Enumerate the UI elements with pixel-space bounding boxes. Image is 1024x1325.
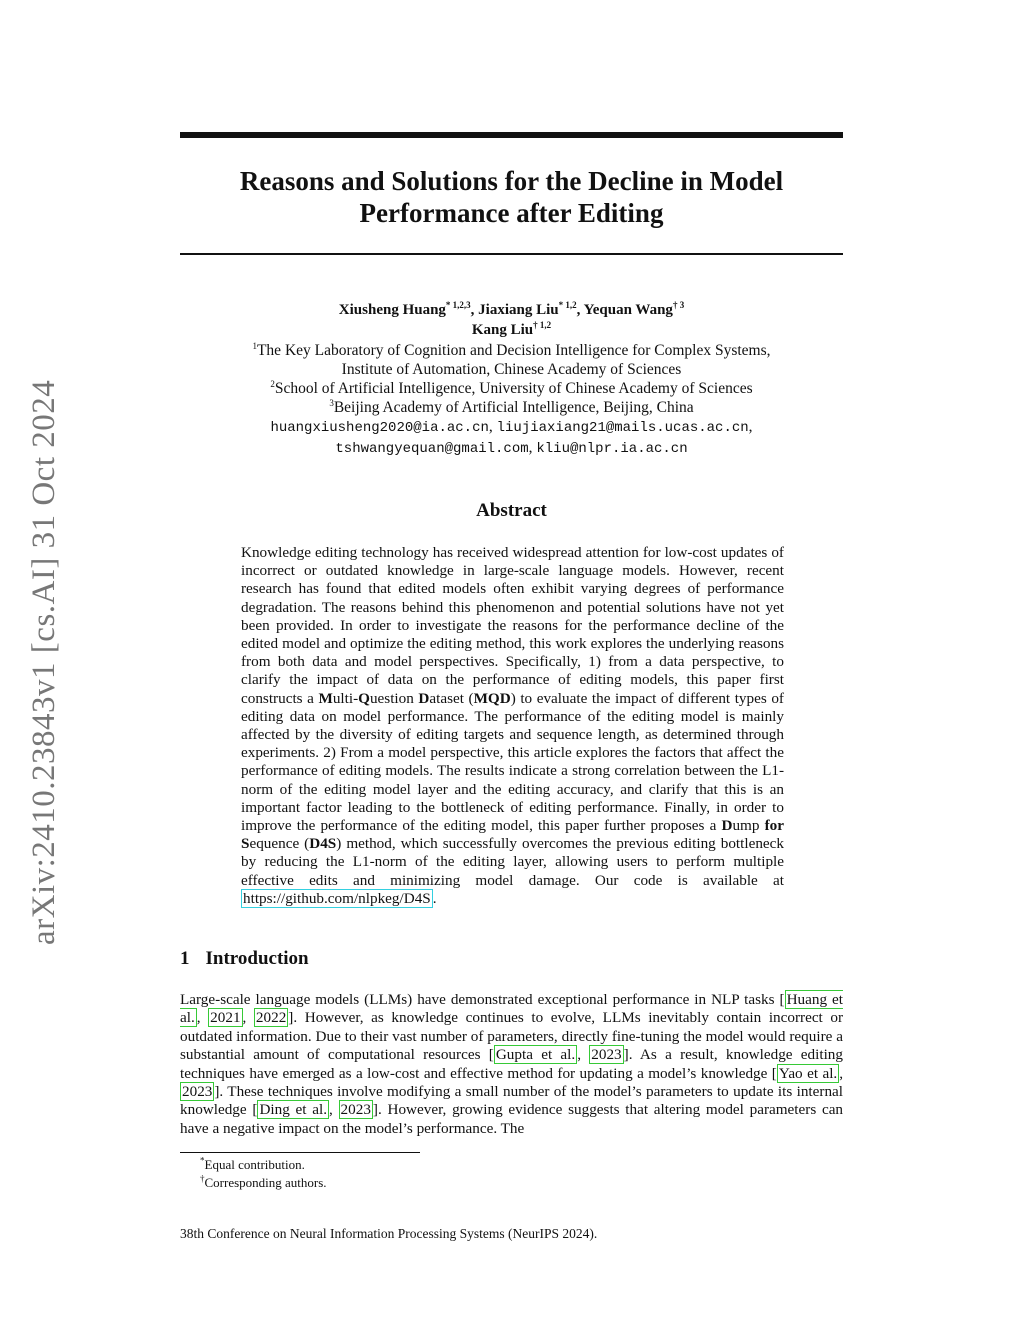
title-line-2: Performance after Editing [359, 198, 664, 228]
email[interactable]: liujiaxiang21@mails.ucas.ac.cn [496, 420, 749, 436]
affiliation-text: Beijing Academy of Artificial Intelligence, Beijing, China [333, 399, 694, 416]
citation-link[interactable]: 2021 [210, 1009, 241, 1027]
author-name: Xiusheng Huang [338, 302, 446, 318]
bold-letter: D [721, 817, 733, 835]
affiliation-text: School of Artificial Intelligence, University of Chinese Academy of Sciences [274, 380, 753, 397]
mqd-abbreviation: MQD [473, 689, 511, 707]
email-line-1 [180, 417, 843, 438]
abstract-text: ) [336, 835, 342, 853]
email[interactable]: huangxiusheng2020@ia.ac.cn [270, 420, 489, 436]
intro-text: , [839, 1064, 844, 1082]
arxiv-side-stamp: arXiv:2410.23843v1 [cs.AI] 31 Oct 2024 [26, 379, 62, 945]
intro-text: , [577, 1046, 590, 1064]
author-name: Kang Liu [471, 322, 534, 338]
footnote-rule [180, 1152, 420, 1153]
citation-link[interactable]: Huang et al. [180, 991, 843, 1027]
introduction-body [180, 991, 843, 1138]
bold-letter: M [318, 689, 333, 707]
abstract-text: Knowledge editing technology has received widespread attention for low-cost updates of incorrect or outdated knowledge in large-scale language models. However, recent research has found that edited models often exhibit varying degrees of performance degradation. The reasons behind this phenomenon and potential solutions have not yet been provided. In order to investigate the reasons for the performance decline of the edited model and optimize the editing method, this work explores the underlying reasons from both data and model perspectives. Specifically, 1) from a data perspective, to clarify the impact of data on the performance of editing models, this paper first constructs a [241, 544, 784, 707]
separator: , [748, 418, 753, 435]
abstract-text: uestion [369, 689, 419, 707]
email[interactable]: tshwangyequan@gmail.com [335, 441, 529, 457]
separator: , [488, 418, 497, 435]
title-line-1: Reasons and Solutions for the Decline in Model [239, 166, 784, 196]
intro-text: , [196, 1009, 209, 1027]
abstract-text: to evaluate the impact of different types of editing data on model performance. The performance of the editing model is mainly affected by the diversity of editing targets and sequence length, as determined through experiments. 2) From a model perspective, this article explores the factors that affect the performance of editing models. The results indicate a strong correlation between the L1-norm of the editing model layer and the editing accuracy, and clarify that this is an important factor leading to the bottleneck of editing performance. Finally, in order to improve the performance of the editing model, this paper further proposes a [241, 689, 784, 835]
paper-title [180, 165, 843, 229]
author-separator: , [576, 302, 584, 318]
affiliations [180, 341, 843, 459]
section-number: 1 [180, 948, 190, 969]
affiliation-text: The Key Laboratory of Cognition and Decision Intelligence for Complex Systems, [256, 342, 771, 359]
author-marks: † 3 [672, 300, 685, 310]
intro-text: Large-scale language models (LLMs) have demonstrated exceptional performance in NLP tasks [ [180, 991, 785, 1008]
citation-link[interactable]: 2023 [340, 1101, 371, 1119]
footnote-equal-contribution [200, 1156, 305, 1173]
author-separator: , [470, 302, 479, 318]
affiliation-number: 1 [252, 340, 257, 351]
author-line-1 [180, 300, 843, 320]
author-marks: * 1,2 [558, 300, 577, 310]
title-bottom-rule [180, 253, 843, 255]
section-heading-introduction [180, 948, 309, 970]
author-list [180, 300, 843, 340]
author-marks: * 1,2,3 [445, 300, 471, 310]
footnote-mark: * [200, 1155, 205, 1166]
author-name: Yequan Wang [583, 302, 673, 318]
abstract-text: ump [732, 817, 765, 835]
intro-text: ]. As a result, knowledge editing techniques have emerged as a low-cost and effective method for updating a model’s knowledge [ [180, 1046, 843, 1082]
affiliation-number: 2 [270, 378, 275, 389]
title-top-rule [180, 132, 843, 138]
abstract-text: equence ( [249, 835, 310, 853]
bold-word: for [764, 817, 784, 835]
affiliation-1-cont: Institute of Automation, Chinese Academy of Sciences [341, 361, 682, 378]
abstract-text: ataset ( [429, 689, 474, 707]
citation-link[interactable]: Gupta et al. [495, 1046, 576, 1064]
footnote-corresponding [200, 1174, 327, 1191]
separator: , [528, 439, 537, 456]
intro-text: ]. These techniques involve modifying a small number of the model’s parameters to update its internal knowledge [ [180, 1083, 843, 1119]
abstract-text: method, which successfully overcomes the previous editing bottleneck by reducing the L1-norm of the editing layer, allowing users to perform multiple effective edits and minimizing model damage. Our code is available at [241, 835, 784, 889]
citation-link[interactable]: Yao et al. [778, 1064, 838, 1082]
citation-link[interactable]: 2023 [591, 1046, 622, 1064]
abstract-text: ) [510, 689, 516, 707]
bold-letter: S [241, 835, 250, 853]
section-title: Introduction [205, 948, 309, 969]
abstract-heading: Abstract [476, 500, 547, 521]
footnote-mark: † [200, 1173, 205, 1184]
abstract-body [241, 544, 784, 908]
citation-link[interactable]: 2022 [255, 1009, 287, 1027]
citation-link[interactable]: Ding et al. [259, 1101, 327, 1119]
email[interactable]: kliu@nlpr.ia.ac.cn [536, 441, 688, 457]
affiliation-1 [180, 341, 843, 360]
author-name: Jiaxiang Liu [478, 302, 559, 318]
footnote-text: Equal contribution. [204, 1157, 305, 1172]
affiliation-number: 3 [329, 397, 334, 408]
code-link[interactable]: https://github.com/nlpkeg/D4S [243, 889, 431, 907]
email-line-2 [180, 438, 843, 459]
footnote-text: Corresponding authors. [204, 1175, 327, 1190]
d4s-abbreviation: D4S [309, 835, 337, 853]
author-line-2 [180, 320, 843, 340]
bold-letter: Q [358, 689, 370, 707]
intro-text: , [242, 1009, 254, 1027]
bold-letter: D [418, 689, 430, 707]
abstract-text: ulti- [332, 689, 359, 707]
abstract-text: . [432, 889, 437, 907]
intro-text: ]. However, as knowledge continues to evolve, LLMs inevitably contain incorrect or outdated information. Due to their vast number of parameters, directly fine-tuning the model would require a substantial amount of computational resources [ [180, 1009, 844, 1064]
citation-link[interactable]: 2023 [182, 1083, 213, 1101]
intro-text: , [329, 1101, 339, 1119]
affiliation-3 [180, 398, 843, 417]
affiliation-2 [180, 379, 843, 398]
venue-line: 38th Conference on Neural Information Processing Systems (NeurIPS 2024). [180, 1226, 598, 1241]
intro-text: ]. However, growing evidence suggests that altering model parameters can have a negative impact on the model’s performance. The [180, 1101, 844, 1137]
author-marks: † 1,2 [533, 320, 552, 330]
